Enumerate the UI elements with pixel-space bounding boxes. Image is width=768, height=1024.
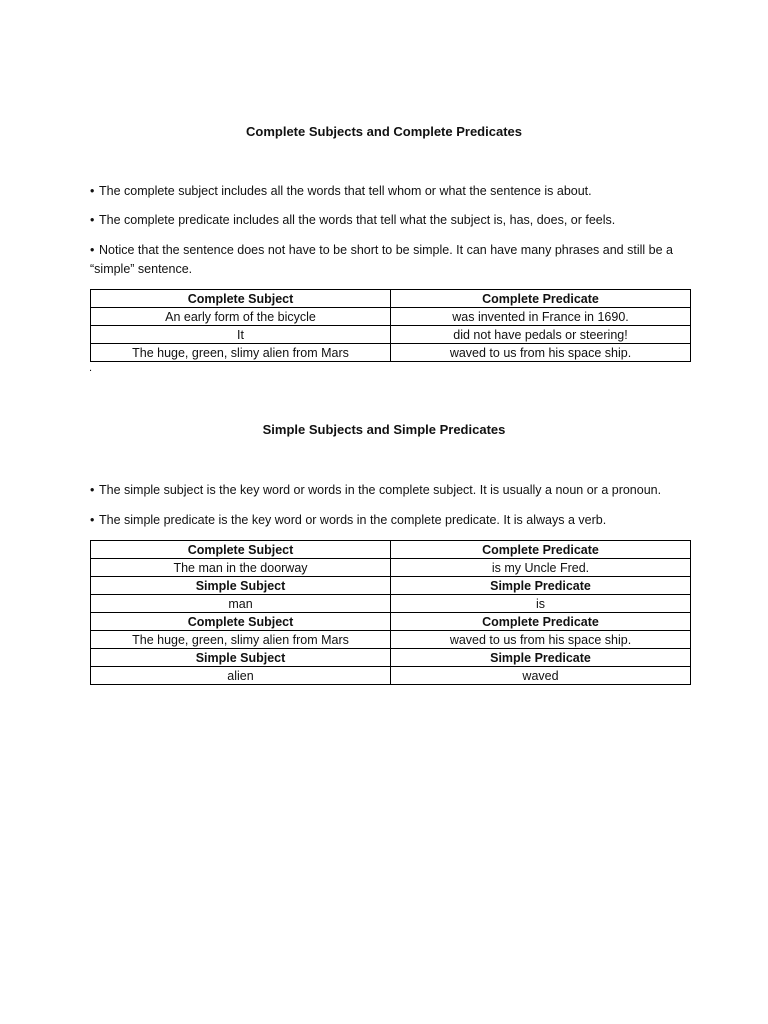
bullet-text: The complete predicate includes all the words that tell what the subject is, has, does, or feels. xyxy=(99,213,616,227)
table-cell: Simple Subject xyxy=(91,577,391,595)
table-cell: did not have pedals or steering! xyxy=(391,326,691,344)
table-cell: Complete Subject xyxy=(91,541,391,559)
column-header: Complete Subject xyxy=(91,290,391,308)
table-row xyxy=(91,541,691,559)
table-cell: Complete Predicate xyxy=(391,541,691,559)
bullet-text: The simple predicate is the key word or words in the complete predicate. It is always a verb. xyxy=(99,513,607,527)
trailing-period: . xyxy=(89,362,93,374)
column-header: Complete Predicate xyxy=(391,290,691,308)
table-cell: The man in the doorway xyxy=(91,559,391,577)
table-row xyxy=(91,613,691,631)
table-cell: Complete Predicate xyxy=(391,613,691,631)
bullet-text: The simple subject is the key word or words in the complete subject. It is usually a noun or a pronoun. xyxy=(99,483,662,497)
bullet-text: Notice that the sentence does not have to be short to be simple. It can have many phrases and still be a “simple” sentence. xyxy=(90,243,673,276)
bullet-mark: • xyxy=(90,513,95,527)
bullet-text: The complete subject includes all the words that tell whom or what the sentence is about. xyxy=(99,184,592,198)
table-cell: It xyxy=(91,326,391,344)
table-cell: man xyxy=(91,595,391,613)
bullet-mark: • xyxy=(90,243,95,257)
section1-title: Complete Subjects and Complete Predicates xyxy=(246,124,522,139)
table-cell: Simple Predicate xyxy=(391,649,691,667)
bullet-mark: • xyxy=(90,213,95,227)
table-row xyxy=(91,577,691,595)
table-row xyxy=(91,344,691,362)
table-cell: was invented in France in 1690. xyxy=(391,308,691,326)
table-cell: An early form of the bicycle xyxy=(91,308,391,326)
table-row xyxy=(91,308,691,326)
bullet-mark: • xyxy=(90,483,95,497)
table-cell: waved to us from his space ship. xyxy=(391,631,691,649)
section2-title: Simple Subjects and Simple Predicates xyxy=(262,422,506,437)
table-row xyxy=(91,649,691,667)
table-cell: Complete Subject xyxy=(91,613,391,631)
complete-subject-predicate-table xyxy=(90,289,691,362)
table-row xyxy=(91,667,691,685)
simple-subject-predicate-table xyxy=(90,540,691,685)
section1-bullet-2 xyxy=(90,211,690,230)
table-row xyxy=(91,595,691,613)
table-row xyxy=(91,326,691,344)
table-cell: waved xyxy=(391,667,691,685)
table-cell: Simple Subject xyxy=(91,649,391,667)
bullet-mark: • xyxy=(90,184,95,198)
table-row xyxy=(91,631,691,649)
section1-bullet-1 xyxy=(90,182,690,201)
table-cell: The huge, green, slimy alien from Mars xyxy=(91,631,391,649)
table-cell: waved to us from his space ship. xyxy=(391,344,691,362)
section2-bullet-1 xyxy=(90,481,690,500)
table-row xyxy=(91,559,691,577)
table-cell: is xyxy=(391,595,691,613)
table-cell: is my Uncle Fred. xyxy=(391,559,691,577)
table-header-row xyxy=(91,290,691,308)
table-cell: alien xyxy=(91,667,391,685)
table-cell: The huge, green, slimy alien from Mars xyxy=(91,344,391,362)
table-cell: Simple Predicate xyxy=(391,577,691,595)
section1-bullet-3 xyxy=(90,241,690,279)
section2-bullet-2 xyxy=(90,511,690,530)
